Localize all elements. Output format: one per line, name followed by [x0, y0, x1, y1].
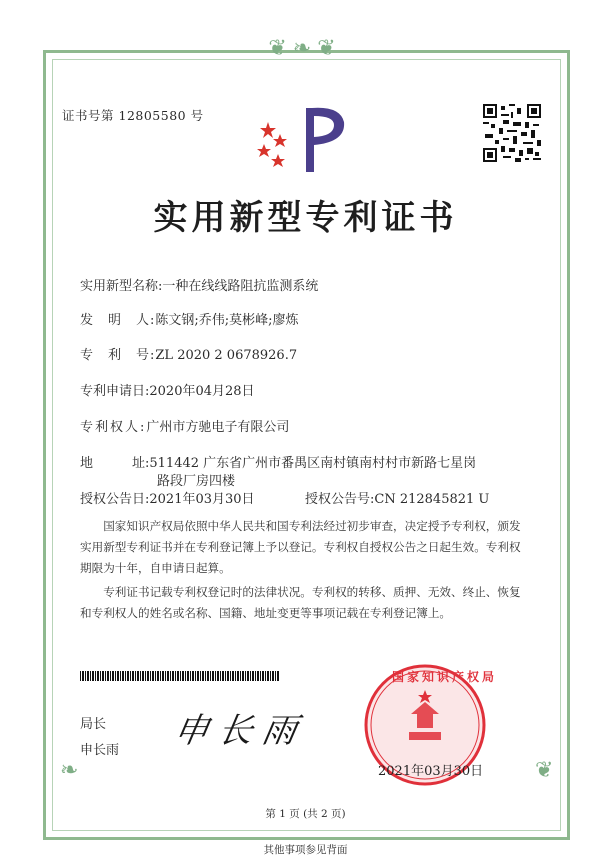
- patentee-value: 广州市方驰电子有限公司: [146, 420, 290, 435]
- handwritten-signature: 申长雨: [170, 711, 310, 751]
- grant-date-label: 授权公告日:: [80, 492, 150, 507]
- certificate-title: 实用新型专利证书: [153, 198, 458, 238]
- patent-number-value: ZL 2020 2 0678926.7: [155, 348, 298, 363]
- certificate-number: [62, 106, 204, 124]
- director-name: 申长雨: [80, 743, 120, 758]
- certificate-number-label: 证书号第: [62, 108, 115, 123]
- cnipa-logo-icon: [254, 100, 354, 180]
- utility-model-name-value: 一种在线线路阻抗监测系统: [162, 279, 319, 294]
- patentee-label: 专利权人:: [80, 420, 147, 435]
- certificate-number-value: 12805580: [118, 108, 187, 123]
- body-paragraph-2: 专利证书记载专利权登记时的法律状况。专利权的转移、质押、无效、终止、恢复和专利权人的姓名或名称、国籍、地址变更等事项记载在专利登记簿上。: [80, 585, 521, 620]
- patentee-row: [80, 416, 289, 435]
- inventor-value: 陈文钢;乔伟;莫彬峰;廖炼: [155, 313, 299, 328]
- ornament-top-icon: ❦❧❦: [268, 36, 342, 61]
- patent-number-row: [80, 344, 297, 363]
- utility-model-name-label: 实用新型名称:: [80, 279, 163, 294]
- body-paragraph-1: 国家知识产权局依照中华人民共和国专利法经过初步审查，决定授予专利权，颁发实用新型专利证书并在专利登记簿上予以登记。专利权自授权公告之日起生效。专利权期限为十年，自申请日起算。: [80, 519, 521, 575]
- qr-code-icon: [483, 104, 541, 162]
- page-indicator: 第 1 页 (共 2 页): [265, 808, 346, 820]
- inventor-label: 发 明 人:: [80, 313, 156, 328]
- grant-date-row: [80, 488, 255, 507]
- utility-model-name-row: [80, 275, 318, 294]
- barcode-icon: [80, 671, 280, 681]
- address-line-2: 路段厂房四楼: [157, 474, 236, 489]
- director-title: 局长: [80, 717, 107, 732]
- grant-number-row: [305, 488, 489, 507]
- grant-number-label: 授权公告号:: [305, 492, 375, 507]
- ornament-bottom-right-icon: ❦: [535, 758, 554, 783]
- inventor-row: [80, 309, 299, 328]
- address-row: [80, 452, 476, 471]
- seal-date: 2021年03月30日: [378, 764, 484, 779]
- address-label: 地 址:: [80, 456, 150, 471]
- grant-date-value: 2021年03月30日: [149, 492, 255, 507]
- application-date-value: 2020年04月28日: [149, 384, 255, 399]
- ornament-bottom-left-icon: ❧: [60, 758, 79, 783]
- certificate-number-suffix: 号: [190, 108, 204, 123]
- seal-text: 国家知识产权局: [392, 670, 498, 684]
- address-line-1: 511442 广东省广州市番禺区南村镇南村村市新路七星岗: [149, 456, 477, 471]
- application-date-label: 专利申请日:: [80, 384, 150, 399]
- footer-note: 其他事项参见背面: [263, 844, 348, 856]
- grant-number-value: CN 212845821 U: [374, 492, 490, 507]
- application-date-row: [80, 380, 255, 399]
- patent-number-label: 专 利 号:: [80, 348, 156, 363]
